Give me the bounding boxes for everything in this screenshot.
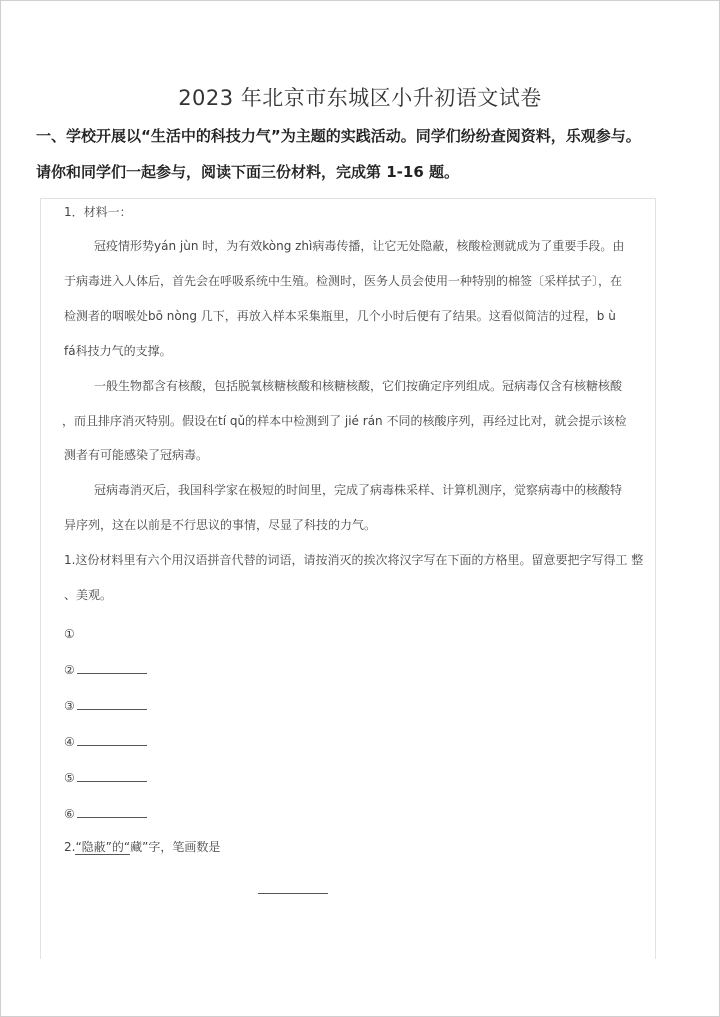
answer-6-label: ⑥ bbox=[64, 807, 75, 821]
answer-1-label: ① bbox=[64, 627, 75, 641]
para1-line-1: 冠疫情形势yán jùn 时，为有效kòng zhì病毒传播，让它无处隐蔽，核酸检测就成为了重要手段。由 bbox=[94, 239, 625, 253]
section-heading-line-2: 请你和同学们一起参与，阅读下面三份材料，完成第 1-16 题。 bbox=[36, 163, 459, 181]
answer-5 bbox=[64, 769, 147, 786]
question1-line-2: 、美观。 bbox=[64, 588, 113, 602]
answer-4-blank[interactable] bbox=[77, 733, 147, 746]
para2-line-2: ，而且排序消灭特别。假设在tí qǔ的样本中检测到了 jié rán 不同的核酸序列，再经过比对，就会提示该检 bbox=[62, 414, 627, 428]
question1-line-1: 1.这份材料里有六个用汉语拼音代替的词语，请按消灭的挨次将汉字写在下面的方格里。留意要把字写得工 整 bbox=[64, 553, 644, 567]
material-label: 1．材料一： bbox=[64, 205, 132, 219]
section-heading-line-1: 一、学校开展以“生活中的科技力气”为主题的实践活动。同学们纷纷查阅资料，乐观参与。 bbox=[36, 127, 641, 145]
para1-line-4: fá科技力气的支撑。 bbox=[64, 344, 172, 358]
para2-line-3: 测者有可能感染了冠病毒。 bbox=[64, 448, 209, 462]
question2-word: “隐蔽”的“ bbox=[75, 840, 131, 854]
answer-3-label: ③ bbox=[64, 699, 75, 713]
para2-line-1: 一般生物都含有核酸，包括脱氧核糖核酸和核糖核酸，它们按确定序列组成。冠病毒仅含有核糖核酸 bbox=[94, 379, 623, 393]
question2-suffix: ”字，笔画数是 bbox=[142, 840, 221, 854]
answer-2-label: ② bbox=[64, 663, 75, 677]
para3-line-2: 异序列，这在以前是不行思议的事情，尽显了科技的力气。 bbox=[64, 518, 377, 532]
answer-1 bbox=[64, 626, 75, 642]
section-heading bbox=[36, 118, 676, 190]
answer-3 bbox=[64, 697, 147, 714]
answer-6-blank[interactable] bbox=[77, 805, 147, 818]
question2-answer-blank[interactable] bbox=[258, 892, 328, 894]
answer-5-blank[interactable] bbox=[77, 769, 147, 782]
question2 bbox=[64, 839, 220, 855]
para1-line-3: 检测者的咽喉处bō nòng 几下，再放入样本采集瓶里，几个小时后便有了结果。这看似简洁的过程，b ù bbox=[64, 309, 616, 323]
para3-line-1: 冠病毒消灭后，我国科学家在极短的时间里，完成了病毒株采样、计算机测序，觉察病毒中的核酸特 bbox=[94, 483, 623, 497]
answer-6 bbox=[64, 805, 147, 822]
answer-3-blank[interactable] bbox=[77, 697, 147, 710]
answer-5-label: ⑤ bbox=[64, 771, 75, 785]
answer-2 bbox=[64, 661, 147, 678]
answer-4-label: ④ bbox=[64, 735, 75, 749]
answer-4 bbox=[64, 733, 147, 750]
page-title: 2023 年北京市东城区小升初语文试卷 bbox=[178, 86, 542, 110]
question2-char: 藏 bbox=[130, 840, 143, 854]
para1-line-2: 于病毒进入人体后，首先会在呼吸系统中生殖。检测时，医务人员会使用一种特别的棉签〔采样拭子〕，在 bbox=[64, 274, 623, 288]
answer-2-blank[interactable] bbox=[77, 661, 147, 674]
question2-prefix: 2. bbox=[64, 840, 76, 854]
